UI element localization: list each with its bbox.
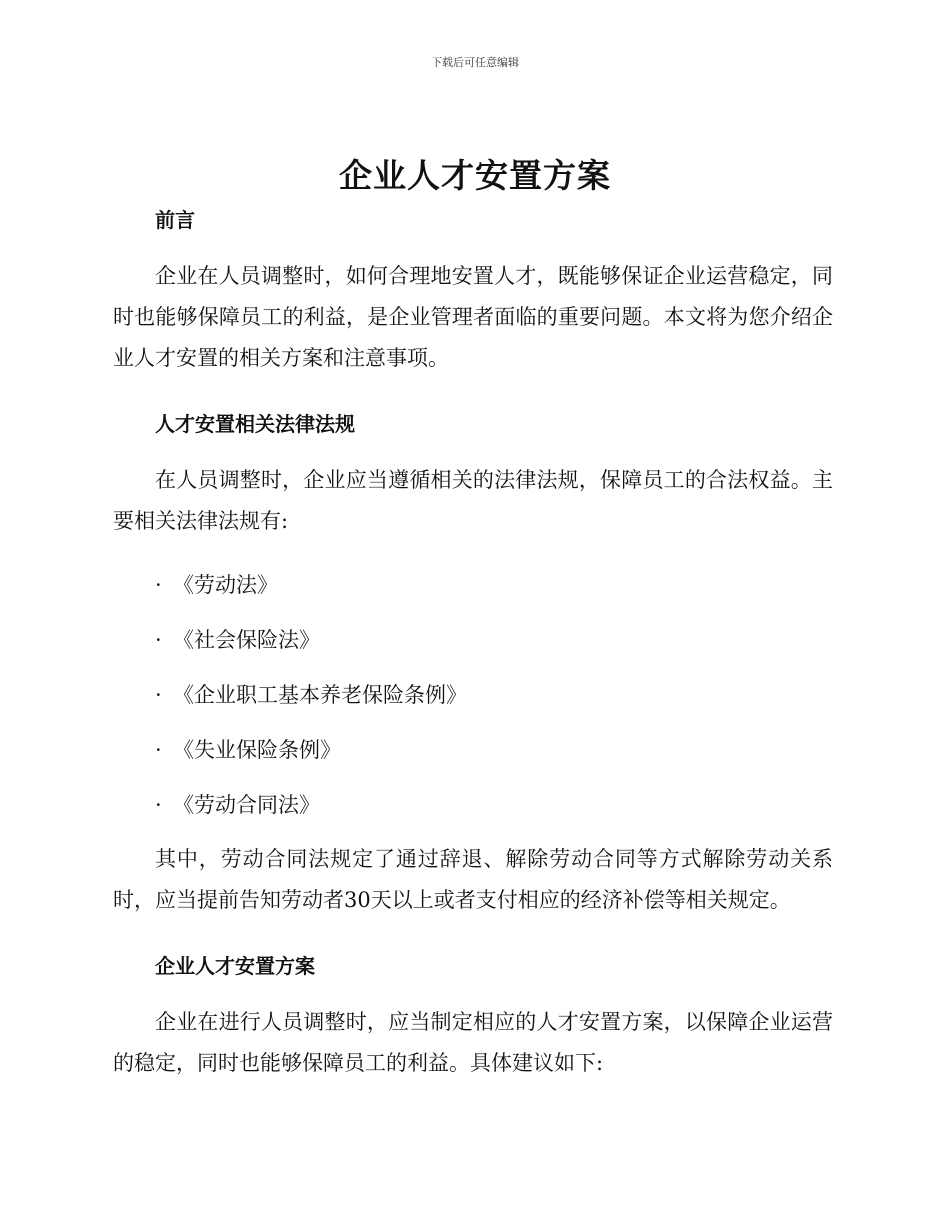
document-body (113, 205, 833, 1084)
bullet-icon: · (155, 793, 162, 817)
list-item: · 《社会保险法》 (113, 625, 833, 655)
section-heading-laws: 人才安置相关法律法规 (155, 412, 355, 436)
preface-paragraph: 企业在人员调整时，如何合理地安置人才，既能够保证企业运营稳定，同时也能够保障员工的利益，是企业管理者面临的重要问题。本文将为您介绍企业人才安置的相关方案和注意事项。 (113, 264, 833, 370)
list-item: · 《企业职工基本养老保险条例》 (113, 680, 833, 710)
bullet-icon: · (155, 628, 162, 652)
laws-paragraph: 在人员调整时，企业应当遵循相关的法律法规，保障员工的合法权益。主要相关法律法规有: (113, 468, 833, 533)
list-item: · 《劳动法》 (113, 570, 833, 600)
section-heading-preface: 前言 (155, 208, 195, 232)
section-heading-plan: 企业人才安置方案 (155, 954, 315, 978)
plan-paragraph: 企业在进行人员调整时，应当制定相应的人才安置方案，以保障企业运营的稳定，同时也能够保障员工的利益。具体建议如下: (113, 1010, 833, 1075)
law-list (113, 570, 833, 820)
bullet-icon: · (155, 683, 162, 707)
bullet-icon: · (155, 738, 162, 762)
bullet-icon: · (155, 573, 162, 597)
document-title: 企业人才安置方案 (339, 156, 611, 195)
header-note: 下载后可任意编辑 (431, 56, 519, 69)
list-item: · 《失业保险条例》 (113, 735, 833, 765)
labor-contract-note: 其中，劳动合同法规定了通过辞退、解除劳动合同等方式解除劳动关系时，应当提前告知劳动者30天以上或者支付相应的经济补偿等相关规定。 (113, 847, 833, 912)
list-item: · 《劳动合同法》 (113, 790, 833, 820)
